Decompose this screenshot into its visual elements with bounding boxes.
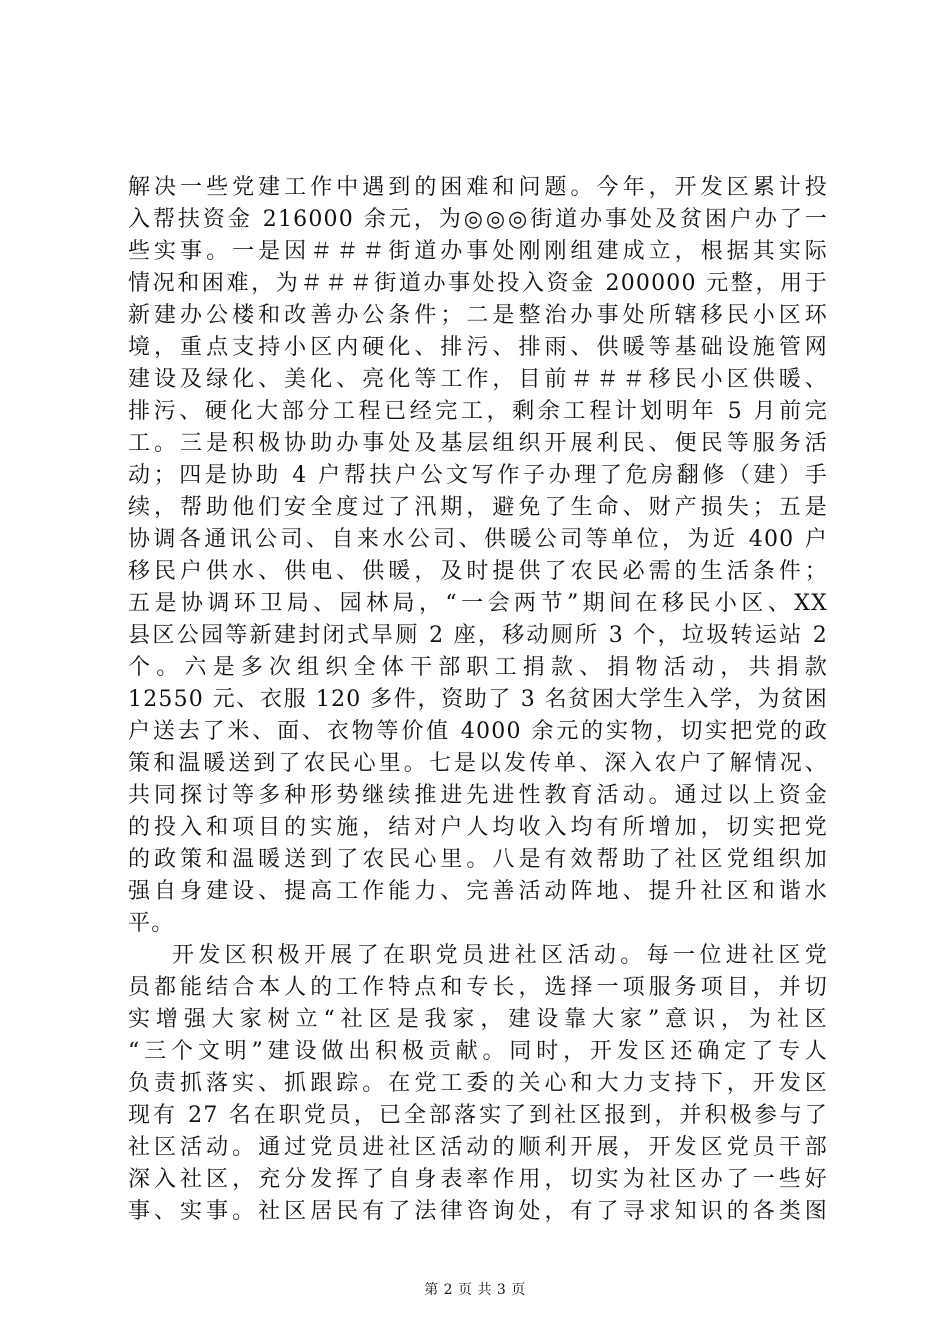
paragraph xyxy=(128,940,828,1228)
text-line: 入帮扶资金 216000 余元，为◎◎◎街道办事处及贫困户办了一 xyxy=(128,207,828,232)
text-line: 解决一些党建工作中遇到的困难和问题。今年，开发区累计投 xyxy=(128,175,828,200)
text-line: 境，重点支持小区内硬化、排污、排雨、供暖等基础设施管网 xyxy=(128,335,828,360)
text-line: 实增强大家树立“社区是我家，建设靠大家”意识，为社区 xyxy=(128,1007,828,1032)
text-line: 续，帮助他们安全度过了汛期，避免了生命、财产损失；五是 xyxy=(128,495,828,520)
text-line: 排污、硬化大部分工程已经完工，剩余工程计划明年 5 月前完 xyxy=(128,399,828,424)
text-line: 工。三是积极协助办事处及基层组织开展利民、便民等服务活 xyxy=(128,431,828,456)
text-line: 协调各通讯公司、自来水公司、供暖公司等单位，为近 400 户 xyxy=(128,527,828,552)
text-line: 开发区积极开展了在职党员进社区活动。每一位进社区党 xyxy=(172,943,828,968)
text-line: 建设及绿化、美化、亮化等工作，目前＃＃＃移民小区供暖、 xyxy=(128,367,828,392)
text-line: 动；四是协助 4 户帮扶户公文写作子办理了危房翻修（建）手 xyxy=(128,463,828,488)
paragraph xyxy=(128,172,828,940)
text-line: 移民户供水、供电、供暖，及时提供了农民必需的生活条件； xyxy=(128,559,828,584)
text-line: 共同探讨等多种形势继续推进先进性教育活动。通过以上资金 xyxy=(128,783,828,808)
text-line: 个。六是多次组织全体干部职工捐款、捐物活动，共捐款 xyxy=(128,655,828,680)
text-line: 的政策和温暖送到了农民心里。八是有效帮助了社区党组织加 xyxy=(128,847,828,872)
text-line: 新建办公楼和改善办公条件；二是整治办事处所辖移民小区环 xyxy=(128,303,828,328)
text-line: 现有 27 名在职党员，已全部落实了到社区报到，并积极参与了 xyxy=(128,1103,828,1128)
document-body xyxy=(128,172,828,1228)
text-line: 12550 元、衣服 120 多件，资助了 3 名贫困大学生入学，为贫困 xyxy=(128,687,828,712)
text-line: 强自身建设、提高工作能力、完善活动阵地、提升社区和谐水 xyxy=(128,879,828,904)
text-line: 户送去了米、面、衣物等价值 4000 余元的实物，切实把党的政 xyxy=(128,719,828,744)
text-line: 策和温暖送到了农民心里。七是以发传单、深入农户了解情况、 xyxy=(128,751,828,776)
text-line: 员都能结合本人的工作特点和专长，选择一项服务项目，并切 xyxy=(128,975,828,1000)
text-line: 事、实事。社区居民有了法律咨询处，有了寻求知识的各类图 xyxy=(128,1199,828,1224)
text-line: 的投入和项目的实施，结对户人均收入均有所增加，切实把党 xyxy=(128,815,828,840)
text-line: 社区活动。通过党员进社区活动的顺利开展，开发区党员干部 xyxy=(128,1135,828,1160)
text-line: 负责抓落实、抓跟踪。在党工委的关心和大力支持下，开发区 xyxy=(128,1071,828,1096)
page-footer: 第 2 页 共 3 页 xyxy=(424,1282,526,1298)
text-line: 深入社区，充分发挥了自身表率作用，切实为社区办了一些好 xyxy=(128,1167,828,1192)
text-line: 五是协调环卫局、园林局，“一会两节”期间在移民小区、XX xyxy=(128,591,828,616)
text-line: 平。 xyxy=(128,911,175,936)
text-line: 县区公园等新建封闭式旱厕 2 座，移动厕所 3 个，垃圾转运站 2 xyxy=(128,623,828,648)
text-line: 情况和困难，为＃＃＃街道办事处投入资金 200000 元整，用于 xyxy=(128,271,828,296)
text-line: 些实事。一是因＃＃＃街道办事处刚刚组建成立，根据其实际 xyxy=(128,239,828,264)
text-line: “三个文明”建设做出积极贡献。同时，开发区还确定了专人 xyxy=(128,1039,828,1064)
